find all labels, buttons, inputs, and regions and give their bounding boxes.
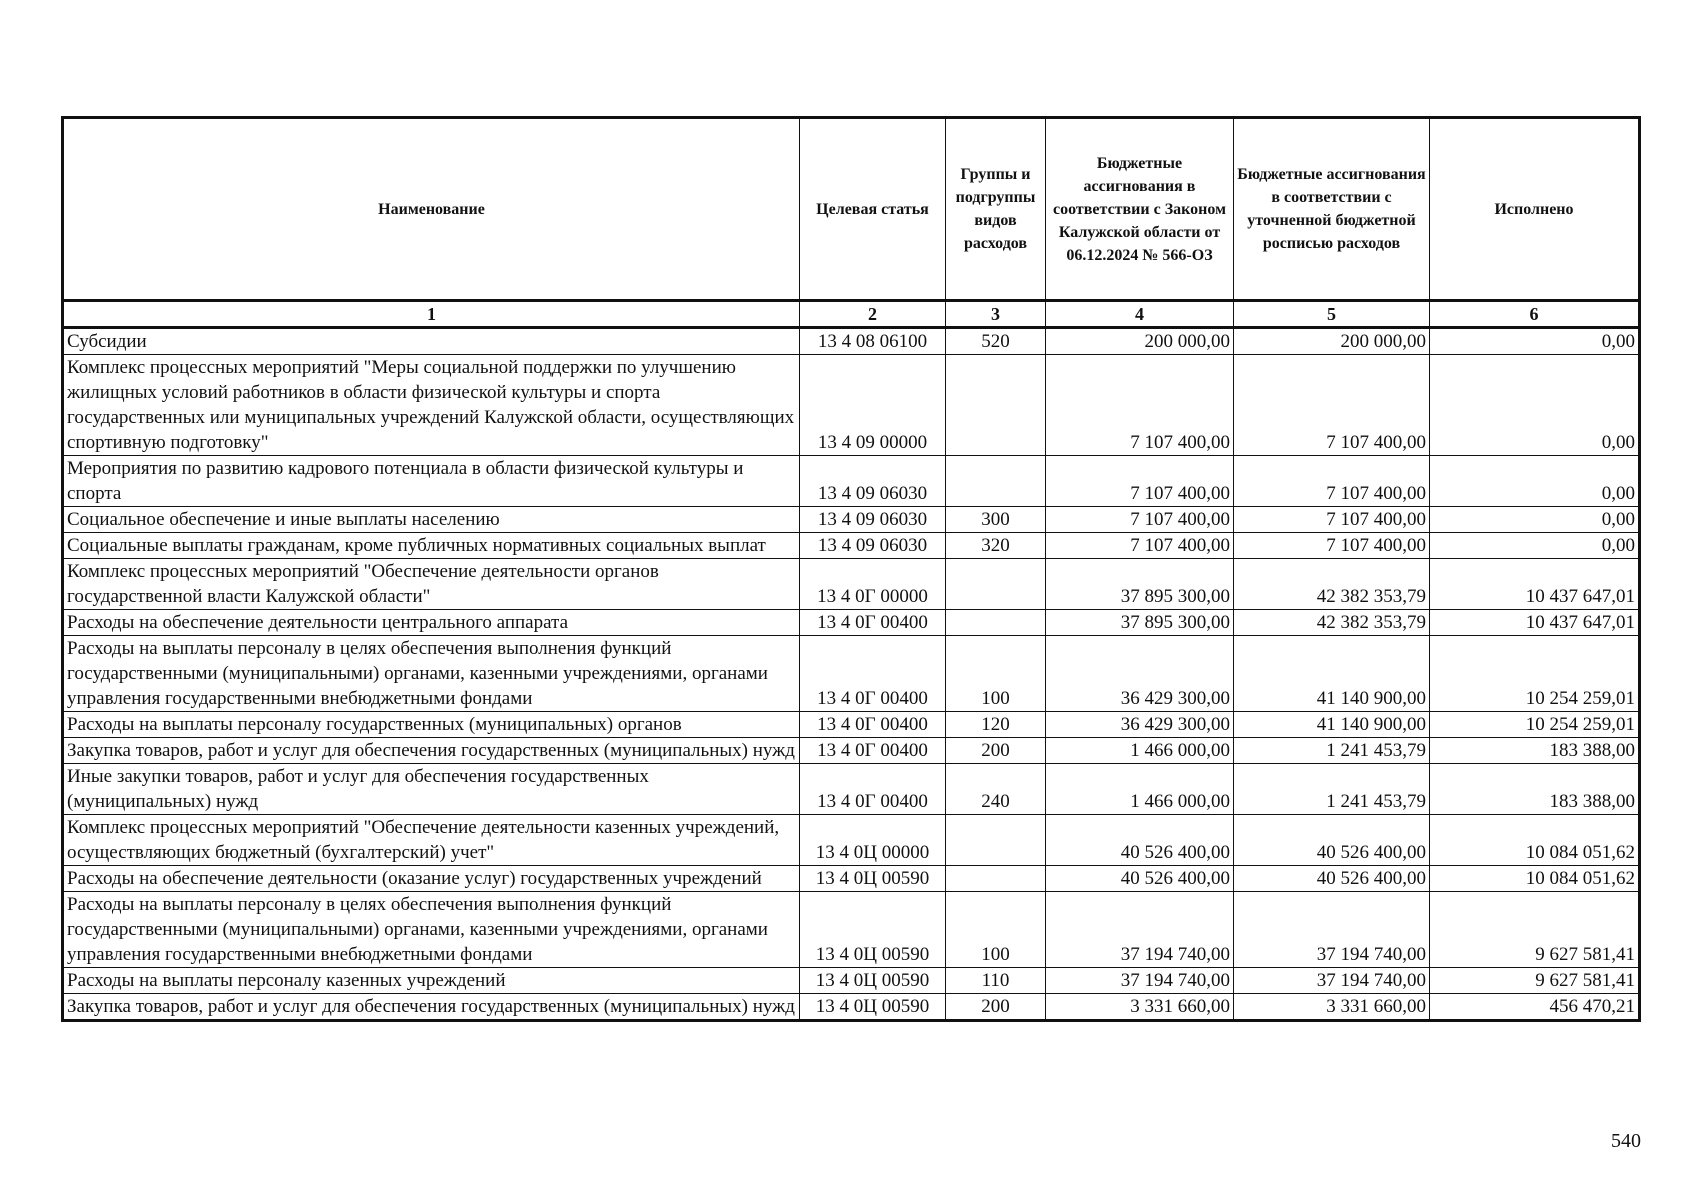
row-refined-amount: 7 107 400,00 bbox=[1234, 456, 1430, 507]
table-body bbox=[63, 328, 1640, 1021]
header-expense-group: Группы и подгруппы видов расходов bbox=[946, 118, 1046, 301]
budget-table bbox=[61, 116, 1641, 1022]
row-refined-amount: 40 526 400,00 bbox=[1234, 815, 1430, 866]
row-refined-amount: 41 140 900,00 bbox=[1234, 636, 1430, 712]
table-row bbox=[63, 507, 1640, 533]
row-name: Расходы на выплаты персоналу государственных (муниципальных) органов bbox=[63, 712, 800, 738]
row-name: Иные закупки товаров, работ и услуг для обеспечения государственных (муниципальных) нужд bbox=[63, 764, 800, 815]
row-expense-group bbox=[946, 355, 1046, 456]
row-expense-group: 300 bbox=[946, 507, 1046, 533]
table-row bbox=[63, 764, 1640, 815]
header-name: Наименование bbox=[63, 118, 800, 301]
row-name: Закупка товаров, работ и услуг для обеспечения государственных (муниципальных) нужд bbox=[63, 994, 800, 1021]
row-executed-amount: 10 084 051,62 bbox=[1430, 866, 1640, 892]
column-number: 6 bbox=[1430, 301, 1640, 328]
table-header bbox=[63, 118, 1640, 328]
row-executed-amount: 10 254 259,01 bbox=[1430, 636, 1640, 712]
row-target-article: 13 4 0Г 00400 bbox=[800, 610, 946, 636]
table-row bbox=[63, 456, 1640, 507]
row-executed-amount: 10 437 647,01 bbox=[1430, 559, 1640, 610]
row-target-article: 13 4 0Г 00400 bbox=[800, 712, 946, 738]
row-expense-group: 120 bbox=[946, 712, 1046, 738]
row-name: Расходы на выплаты персоналу казенных учреждений bbox=[63, 968, 800, 994]
row-target-article: 13 4 09 06030 bbox=[800, 533, 946, 559]
row-target-article: 13 4 0Г 00400 bbox=[800, 764, 946, 815]
column-number: 2 bbox=[800, 301, 946, 328]
row-refined-amount: 7 107 400,00 bbox=[1234, 533, 1430, 559]
row-name: Расходы на обеспечение деятельности (оказание услуг) государственных учреждений bbox=[63, 866, 800, 892]
row-name: Мероприятия по развитию кадрового потенциала в области физической культуры и спорта bbox=[63, 456, 800, 507]
row-refined-amount: 3 331 660,00 bbox=[1234, 994, 1430, 1021]
row-refined-amount: 42 382 353,79 bbox=[1234, 559, 1430, 610]
row-executed-amount: 456 470,21 bbox=[1430, 994, 1640, 1021]
row-law-amount: 7 107 400,00 bbox=[1046, 533, 1234, 559]
row-law-amount: 7 107 400,00 bbox=[1046, 456, 1234, 507]
table-row bbox=[63, 994, 1640, 1021]
row-law-amount: 37 895 300,00 bbox=[1046, 559, 1234, 610]
row-executed-amount: 9 627 581,41 bbox=[1430, 892, 1640, 968]
row-name: Социальное обеспечение и иные выплаты населению bbox=[63, 507, 800, 533]
row-target-article: 13 4 08 06100 bbox=[800, 328, 946, 355]
row-refined-amount: 200 000,00 bbox=[1234, 328, 1430, 355]
row-expense-group bbox=[946, 866, 1046, 892]
row-target-article: 13 4 0Ц 00590 bbox=[800, 968, 946, 994]
row-executed-amount: 0,00 bbox=[1430, 328, 1640, 355]
table-row bbox=[63, 610, 1640, 636]
column-number: 3 bbox=[946, 301, 1046, 328]
row-law-amount: 37 194 740,00 bbox=[1046, 892, 1234, 968]
header-target-article: Целевая статья bbox=[800, 118, 946, 301]
row-refined-amount: 37 194 740,00 bbox=[1234, 892, 1430, 968]
row-law-amount: 37 194 740,00 bbox=[1046, 968, 1234, 994]
row-executed-amount: 10 084 051,62 bbox=[1430, 815, 1640, 866]
row-target-article: 13 4 09 00000 bbox=[800, 355, 946, 456]
row-executed-amount: 0,00 bbox=[1430, 533, 1640, 559]
row-name: Комплекс процессных мероприятий "Обеспечение деятельности органов государственной власти Калужской области" bbox=[63, 559, 800, 610]
page-number: 540 bbox=[1611, 1130, 1641, 1152]
table-row bbox=[63, 636, 1640, 712]
row-law-amount: 37 895 300,00 bbox=[1046, 610, 1234, 636]
row-executed-amount: 10 254 259,01 bbox=[1430, 712, 1640, 738]
row-law-amount: 7 107 400,00 bbox=[1046, 355, 1234, 456]
table-row bbox=[63, 533, 1640, 559]
table-row bbox=[63, 866, 1640, 892]
row-name: Расходы на обеспечение деятельности центрального аппарата bbox=[63, 610, 800, 636]
header-refined-allocations: Бюджетные ассигнования в соответствии с уточненной бюджетной росписью расходов bbox=[1234, 118, 1430, 301]
table-row bbox=[63, 815, 1640, 866]
row-law-amount: 1 466 000,00 bbox=[1046, 764, 1234, 815]
row-expense-group bbox=[946, 815, 1046, 866]
row-expense-group bbox=[946, 559, 1046, 610]
row-executed-amount: 183 388,00 bbox=[1430, 738, 1640, 764]
row-target-article: 13 4 0Г 00000 bbox=[800, 559, 946, 610]
row-expense-group bbox=[946, 456, 1046, 507]
row-target-article: 13 4 09 06030 bbox=[800, 456, 946, 507]
row-target-article: 13 4 0Ц 00590 bbox=[800, 892, 946, 968]
column-number: 1 bbox=[63, 301, 800, 328]
header-executed: Исполнено bbox=[1430, 118, 1640, 301]
row-name: Комплекс процессных мероприятий "Обеспечение деятельности казенных учреждений, осуществляющих бюджетный (бухгалтерский) учет" bbox=[63, 815, 800, 866]
row-expense-group bbox=[946, 610, 1046, 636]
row-executed-amount: 10 437 647,01 bbox=[1430, 610, 1640, 636]
row-law-amount: 36 429 300,00 bbox=[1046, 636, 1234, 712]
row-refined-amount: 1 241 453,79 bbox=[1234, 764, 1430, 815]
row-law-amount: 40 526 400,00 bbox=[1046, 866, 1234, 892]
row-executed-amount: 183 388,00 bbox=[1430, 764, 1640, 815]
row-law-amount: 3 331 660,00 bbox=[1046, 994, 1234, 1021]
row-refined-amount: 41 140 900,00 bbox=[1234, 712, 1430, 738]
header-row bbox=[63, 118, 1640, 301]
row-name: Расходы на выплаты персоналу в целях обеспечения выполнения функций государственными (муниципальными) органами, казенными учреждениями, органами управления государственными внебюджетными фондами bbox=[63, 892, 800, 968]
row-refined-amount: 40 526 400,00 bbox=[1234, 866, 1430, 892]
row-expense-group: 320 bbox=[946, 533, 1046, 559]
row-law-amount: 7 107 400,00 bbox=[1046, 507, 1234, 533]
table-row bbox=[63, 892, 1640, 968]
table-row bbox=[63, 559, 1640, 610]
row-expense-group: 100 bbox=[946, 892, 1046, 968]
row-expense-group: 200 bbox=[946, 994, 1046, 1021]
row-refined-amount: 42 382 353,79 bbox=[1234, 610, 1430, 636]
row-refined-amount: 7 107 400,00 bbox=[1234, 507, 1430, 533]
row-target-article: 13 4 09 06030 bbox=[800, 507, 946, 533]
row-expense-group: 200 bbox=[946, 738, 1046, 764]
row-target-article: 13 4 0Ц 00000 bbox=[800, 815, 946, 866]
row-target-article: 13 4 0Г 00400 bbox=[800, 738, 946, 764]
row-name: Социальные выплаты гражданам, кроме публичных нормативных социальных выплат bbox=[63, 533, 800, 559]
column-numbers-row bbox=[63, 301, 1640, 328]
row-executed-amount: 0,00 bbox=[1430, 355, 1640, 456]
row-name: Субсидии bbox=[63, 328, 800, 355]
column-number: 5 bbox=[1234, 301, 1430, 328]
table-row bbox=[63, 328, 1640, 355]
column-number: 4 bbox=[1046, 301, 1234, 328]
row-expense-group: 100 bbox=[946, 636, 1046, 712]
table-row bbox=[63, 355, 1640, 456]
row-law-amount: 1 466 000,00 bbox=[1046, 738, 1234, 764]
row-expense-group: 110 bbox=[946, 968, 1046, 994]
row-executed-amount: 0,00 bbox=[1430, 456, 1640, 507]
table-row bbox=[63, 968, 1640, 994]
row-name: Комплекс процессных мероприятий "Меры социальной поддержки по улучшению жилищных условий работников в области физической культуры и спорта государственных или муниципальных учреждений Калужской области, осуществляющих спортивную подготовку" bbox=[63, 355, 800, 456]
row-refined-amount: 37 194 740,00 bbox=[1234, 968, 1430, 994]
row-refined-amount: 7 107 400,00 bbox=[1234, 355, 1430, 456]
header-law-allocations: Бюджетные ассигнования в соответствии с Законом Калужской области от 06.12.2024 № 566-ОЗ bbox=[1046, 118, 1234, 301]
row-name: Расходы на выплаты персоналу в целях обеспечения выполнения функций государственными (муниципальными) органами, казенными учреждениями, органами управления государственными внебюджетными фондами bbox=[63, 636, 800, 712]
row-executed-amount: 0,00 bbox=[1430, 507, 1640, 533]
table-row bbox=[63, 738, 1640, 764]
row-name: Закупка товаров, работ и услуг для обеспечения государственных (муниципальных) нужд bbox=[63, 738, 800, 764]
row-target-article: 13 4 0Ц 00590 bbox=[800, 994, 946, 1021]
row-law-amount: 200 000,00 bbox=[1046, 328, 1234, 355]
row-expense-group: 520 bbox=[946, 328, 1046, 355]
row-law-amount: 36 429 300,00 bbox=[1046, 712, 1234, 738]
row-target-article: 13 4 0Г 00400 bbox=[800, 636, 946, 712]
row-target-article: 13 4 0Ц 00590 bbox=[800, 866, 946, 892]
table-row bbox=[63, 712, 1640, 738]
row-executed-amount: 9 627 581,41 bbox=[1430, 968, 1640, 994]
row-refined-amount: 1 241 453,79 bbox=[1234, 738, 1430, 764]
row-law-amount: 40 526 400,00 bbox=[1046, 815, 1234, 866]
row-expense-group: 240 bbox=[946, 764, 1046, 815]
